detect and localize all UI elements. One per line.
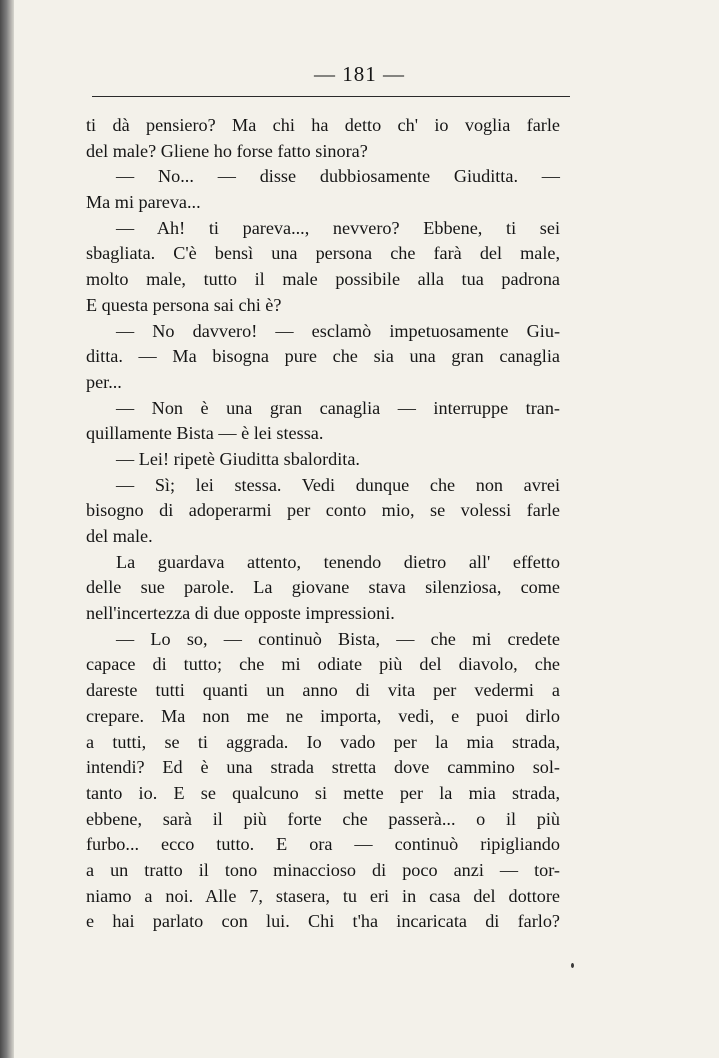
text-line: — Sì; lei stessa. Vedi dunque che non avrei	[116, 474, 560, 495]
text-line: furbo... ecco tutto. E ora — continuò ripigliando	[86, 834, 560, 855]
body-text	[86, 113, 560, 935]
page-edge-shadow	[0, 0, 14, 1058]
text-line: dareste tutti quanti un anno di vita per vedermi a	[86, 680, 560, 701]
text-line: — No davvero! — esclamò impetuosamente Giu-	[116, 320, 560, 341]
text-line: a un tratto il tono minaccioso di poco anzi — tor-	[86, 859, 560, 880]
text-line: E questa persona sai chi è?	[86, 294, 282, 315]
header-rule	[92, 96, 570, 97]
text-line: a tutti, se ti aggrada. Io vado per la mia strada,	[86, 731, 560, 752]
text-line: e hai parlato con lui. Chi t'ha incaricata di farlo?	[86, 911, 560, 932]
text-line: niamo a noi. Alle 7, stasera, tu eri in casa del dottore	[86, 885, 560, 906]
text-line: — Lo so, — continuò Bista, — che mi credete	[116, 628, 560, 649]
text-line: bisogno di adoperarmi per conto mio, se volessi farle	[86, 500, 560, 521]
text-line: nell'incertezza di due opposte impressioni.	[86, 603, 395, 624]
text-line: capace di tutto; che mi odiate più del diavolo, che	[86, 654, 560, 675]
text-line: — No... — disse dubbiosamente Giuditta. —	[116, 166, 560, 187]
text-line: — Non è una gran canaglia — interruppe tran-	[116, 397, 560, 418]
page-number: — 181 —	[314, 62, 405, 86]
text-line: La guardava attento, tenendo dietro all' effetto	[116, 551, 560, 572]
text-line: — Ah! ti pareva..., nevvero? Ebbene, ti sei	[116, 217, 560, 238]
text-line: del male? Gliene ho forse fatto sinora?	[86, 140, 368, 161]
text-line: intendi? Ed è una strada stretta dove cammino sol-	[86, 757, 560, 778]
text-line: del male.	[86, 526, 153, 546]
ink-speck	[571, 963, 574, 968]
text-line: molto male, tutto il male possibile alla tua padrona	[86, 269, 560, 290]
text-line: ti dà pensiero? Ma chi ha detto ch' io voglia farle	[86, 115, 560, 135]
text-line: ebbene, sarà il più forte che passerà... o il più	[86, 808, 560, 829]
text-line: ditta. — Ma bisogna pure che sia una gran canaglia	[86, 346, 560, 367]
text-line: — Lei! ripetè Giuditta sbalordita.	[116, 448, 360, 469]
text-line: crepare. Ma non me ne importa, vedi, e puoi dirlo	[86, 705, 560, 726]
text-line: per...	[86, 371, 122, 392]
text-line: sbagliata. C'è bensì una persona che farà del male,	[86, 243, 560, 264]
text-line: delle sue parole. La giovane stava silenziosa, come	[86, 577, 560, 598]
text-line: tanto io. E se qualcuno si mette per la mia strada,	[86, 782, 560, 803]
text-line: quillamente Bista — è lei stessa.	[86, 423, 324, 444]
text-line: Ma mi pareva...	[86, 192, 201, 213]
